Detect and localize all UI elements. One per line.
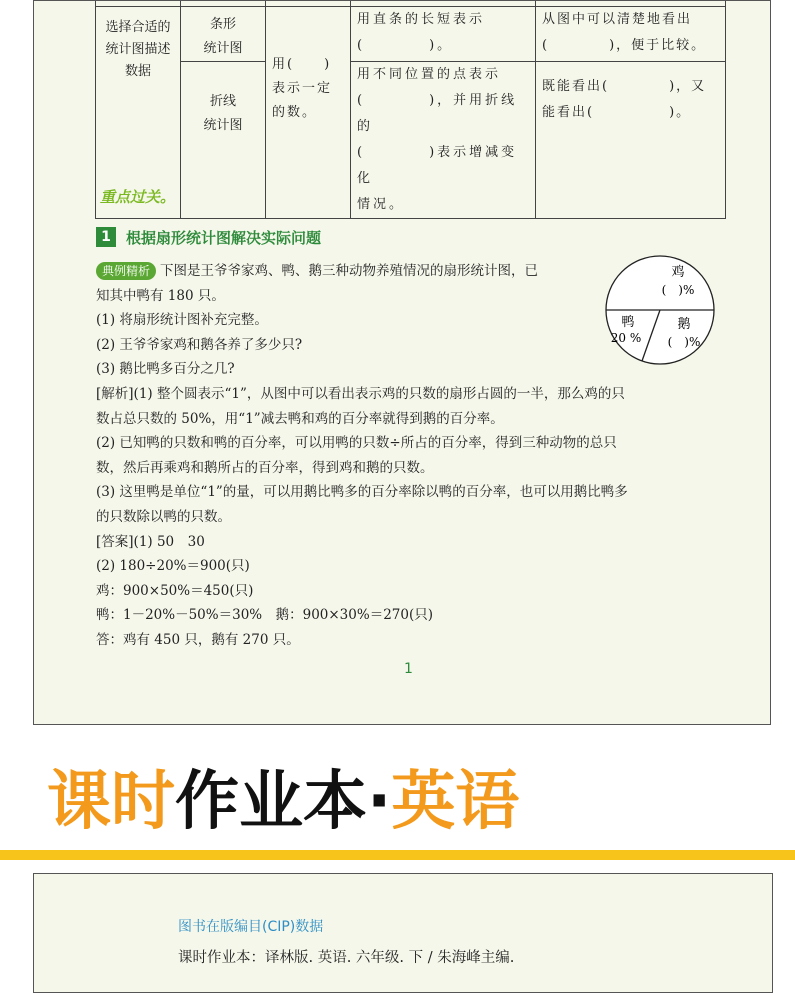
worksheet-panel: [33, 0, 771, 725]
analysis-label: [解析]: [96, 385, 134, 402]
example-block: 典例精析 下图是王爷爷家鸡、鸭、鹅三种动物养殖情况的扇形统计图，已 知其中鸭有 180 只。 (1) 将扇形统计图补充完整。 (2) 王爷爷家鸡和鹅各养了多少只? (3) 鹅比鸭多百分之几? [解析](1) 整个圆表示“1”，从图中可以看出表示鸡的只数的扇形占圆的一半，那么鸡的只 数占总只数的 50%，用“1”减去鸭和鸡的百分率就得到鹅的百分率。 (2) 已知鸭的只数和鸭的百分率，可以用鸭的只数÷所占的百分率，得到三种动物的总只 数，然后再乘鸡和鹅所占的百分率，得到鸡和鹅的只数。 (3) 这里鸭是单位“1”的量，可以用鹅比鸭多的百分率除以鸭的百分率，也可以用鹅比鸭多 的只数除以鸭的只数。 [答案](1) 50 30 (2) 180÷20%＝900(只) 鸡：900×50%＝450(只) 鸭：1－20%－50%＝30% 鹅：900×30%＝270(只) 答：鸡有 450 只，鹅有 270 只。: [96, 259, 711, 653]
banner-part-2: 作业本·: [175, 765, 392, 839]
cip-line: 课时作业本：译林版. 英语. 六年级. 下 / 朱海峰主编.: [178, 950, 515, 966]
pie-value-goose: ( )%: [667, 335, 701, 349]
pie-label-goose: 鹅: [677, 317, 691, 332]
line-chart-advantage: 既能看出( )，又 能看出( )。: [536, 62, 726, 219]
shared-description-cell: 用( ) 表示一定 的数。: [266, 7, 351, 219]
example-badge: 典例精析: [96, 262, 156, 280]
example-intro: 典例精析 下图是王爷爷家鸡、鸭、鹅三种动物养殖情况的扇形统计图，已: [96, 259, 711, 284]
answer-l1: [答案](1) 50 30: [96, 533, 205, 550]
section-number: 1: [96, 227, 116, 247]
cip-panel: [33, 873, 773, 993]
answer-label: [答案]: [96, 533, 134, 550]
chart-comparison-table: [95, 0, 726, 219]
line-chart-type: 折线 统计图: [181, 62, 266, 219]
banner-part-3: 英语: [391, 765, 520, 839]
cip-title: 图书在版编目(CIP)数据: [178, 919, 324, 935]
product-banner: [47, 760, 519, 844]
section-title: [96, 225, 321, 249]
banner-underline: [0, 850, 795, 860]
analysis-p2a: (2) 已知鸭的只数和鸭的百分率，可以用鸭的只数÷所占的百分率，得到三种动物的总只: [96, 435, 617, 452]
question-1: (1) 将扇形统计图补充完整。: [96, 312, 268, 329]
bar-chart-advantage: 从图中可以清楚地看出 ( )，便于比较。: [536, 7, 726, 62]
question-3: (3) 鹅比鸭多百分之几?: [96, 361, 235, 378]
row-header-cell: 选择合适的 统计图描述 数据: [96, 7, 181, 219]
bar-chart-type: 条形 统计图: [181, 7, 266, 62]
bar-chart-feature: 用直条的长短表示 ( )。: [351, 7, 536, 62]
section-title-text: 根据扇形统计图解决实际问题: [126, 228, 322, 247]
pie-value-duck: 20 %: [610, 331, 642, 345]
analysis-p1a: [解析](1) 整个圆表示“1”，从图中可以看出表示鸡的只数的扇形占圆的一半，那么鸡的只: [96, 385, 625, 402]
question-2: (2) 王爷爷家鸡和鹅各养了多少只?: [96, 336, 303, 353]
pie-label-duck: 鸭: [621, 315, 635, 330]
table-row-bar: [96, 7, 726, 62]
pie-chart: [604, 254, 716, 366]
pie-value-chicken: ( )%: [661, 283, 695, 297]
banner-part-1: 课时: [47, 765, 175, 839]
page-number: 1: [404, 661, 413, 677]
analysis-p3a: (3) 这里鸭是单位“1”的量，可以用鹅比鸭多的百分率除以鸭的百分率，也可以用鹅比鸭多: [96, 484, 628, 501]
line-chart-feature: 用不同位置的点表示 ( )，并用折线的 ( )表示增减变化 情况。: [351, 62, 536, 219]
pie-label-chicken: 鸡: [671, 265, 685, 280]
table-row-line: [96, 62, 726, 219]
section-heading: 重点过关。: [100, 188, 176, 206]
